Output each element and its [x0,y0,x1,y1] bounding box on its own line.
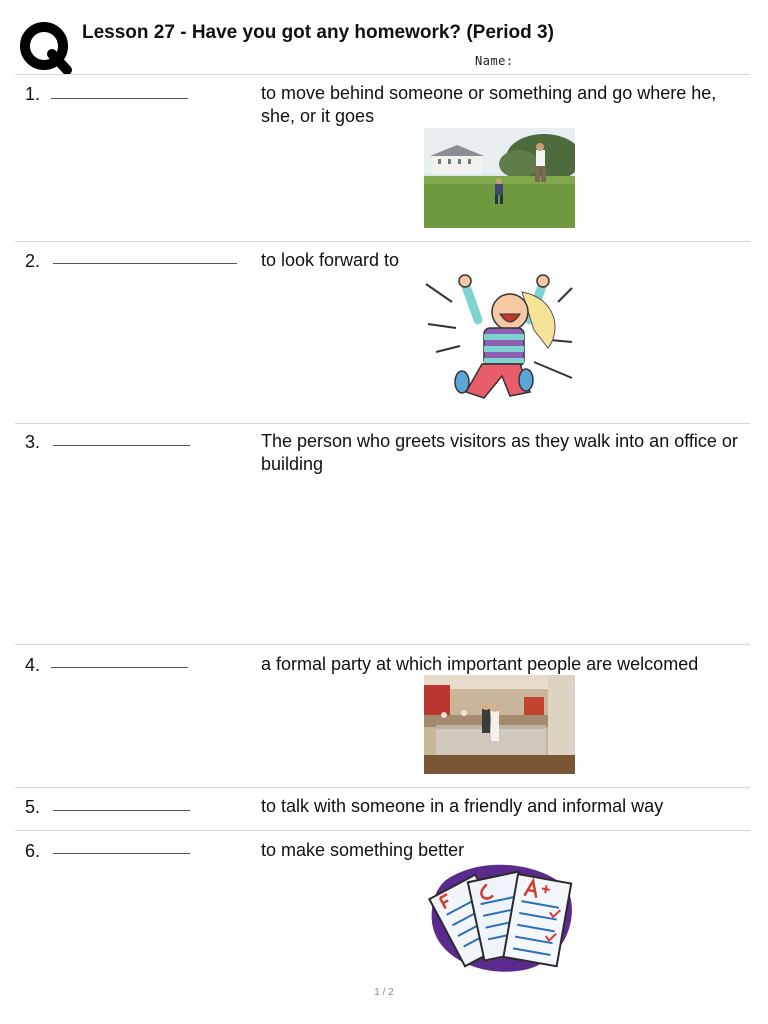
graded-papers-clipart [424,860,576,976]
answer-blank-2[interactable] [53,263,237,264]
definition-4: a formal party at which important people are welcomed [261,654,699,674]
page-indicator: 1 / 2 [374,987,394,998]
quizlet-logo-icon [18,20,72,74]
answer-blank-3[interactable] [53,445,190,446]
definition-6: to make something better [261,840,465,860]
item-number-5: 5. [25,797,41,817]
item-number-2: 2. [25,251,41,271]
page-title: Lesson 27 - Have you got any homework? (Period 3) [82,22,554,43]
definition-3: The person who greets visitors as they walk into an office or building [261,431,738,474]
item-number-3: 3. [25,432,41,452]
item-number-6: 6. [25,841,41,861]
answer-blank-6[interactable] [53,853,190,854]
hotel-reception-photo [424,675,575,774]
answer-blank-4[interactable] [51,667,188,668]
answer-blank-1[interactable] [51,98,188,99]
answer-blank-5[interactable] [53,810,190,811]
name-field-label: Name: [475,54,514,68]
divider [15,830,750,831]
divider [15,644,750,645]
definition-5: to talk with someone in a friendly and informal way [261,796,664,816]
divider [15,787,750,788]
item-number-4: 4. [25,655,41,675]
definition-1: to move behind someone or something and go where he, she, or it goes [261,83,717,126]
divider [15,74,750,75]
excited-girl-clipart [422,268,578,410]
divider [15,423,750,424]
definition-2: to look forward to [261,250,400,270]
divider [15,241,750,242]
man-and-child-walking-photo [424,128,575,228]
item-number-1: 1. [25,84,41,104]
